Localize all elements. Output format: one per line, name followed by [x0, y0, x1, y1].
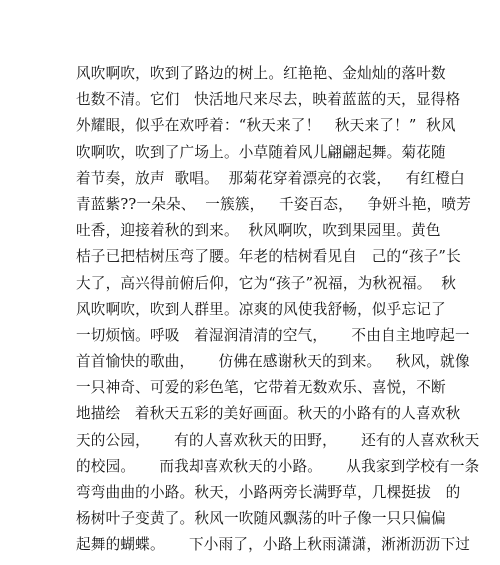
- text-line: 风吹啊吹，吹到了路边的树上。红艳艳、金灿灿的落叶数: [76, 65, 446, 82]
- text-line: 青蓝紫??一朵朵、 一簇簇， 千姿百态， 争妍斗艳，喷芳: [76, 195, 472, 213]
- text-line: 也数不清。它们 快活地尺来尽去，映着蓝蓝的天，显得格: [76, 91, 461, 109]
- text-line: 风吹啊吹，吹到人群里。凉爽的风使我舒畅，似乎忘记了: [76, 300, 446, 318]
- text-line: 地描绘 着秋天五彩的美好画面。秋天的小路有的人喜欢秋: [76, 405, 461, 423]
- text-line: 吐香，迎接着秋的到来。 秋风啊吹，吹到果园里。黄色: [76, 222, 441, 240]
- text-line: 一只神奇、可爱的彩色笔，它带着无数欢乐、喜悦，不断: [76, 379, 446, 397]
- text-line: 桔子已把桔树压弯了腰。年老的桔树看见自 己的“孩子”长: [76, 248, 461, 266]
- text-line: 着节奏，放声 歌唱。 那菊花穿着漂亮的衣裳， 有红橙白: [76, 169, 465, 187]
- text-line: 天的公园， 有的人喜欢秋天的田野， 还有的人喜欢秋天: [76, 431, 480, 449]
- text-line: 的校园。 而我却喜欢秋天的小路。 从我家到学校有一条: [76, 457, 480, 475]
- article-text: [76, 61, 480, 559]
- text-line: 首首愉快的歌曲， 仿佛在感谢秋天的到来。 秋风，就像: [76, 353, 470, 371]
- text-line: 外耀眼，似乎在欢呼着：“秋天来了！ 秋天来了！” 秋风: [76, 117, 456, 135]
- text-line: 一切烦恼。呼吸 着湿润清清的空气， 不由自主地哼起一: [76, 326, 470, 344]
- text-line: 吹啊吹，吹到了广场上。小草随着风儿翩翩起舞。菊花随: [76, 143, 446, 161]
- text-line: 起舞的蝴蝶。 下小雨了，小路上秋雨潇潇，淅淅沥沥下过: [76, 536, 471, 554]
- text-line: 大了，高兴得前俯后仰，它为“孩子”祝福，为秋祝福。 秋: [76, 274, 457, 292]
- text-line: 杨树叶子变黄了。秋风一吹随风飘荡的叶子像一只只偏偏: [76, 510, 446, 528]
- text-line: 弯弯曲曲的小路。秋天，小路两旁长满野草，几棵挺拔 的: [76, 484, 461, 501]
